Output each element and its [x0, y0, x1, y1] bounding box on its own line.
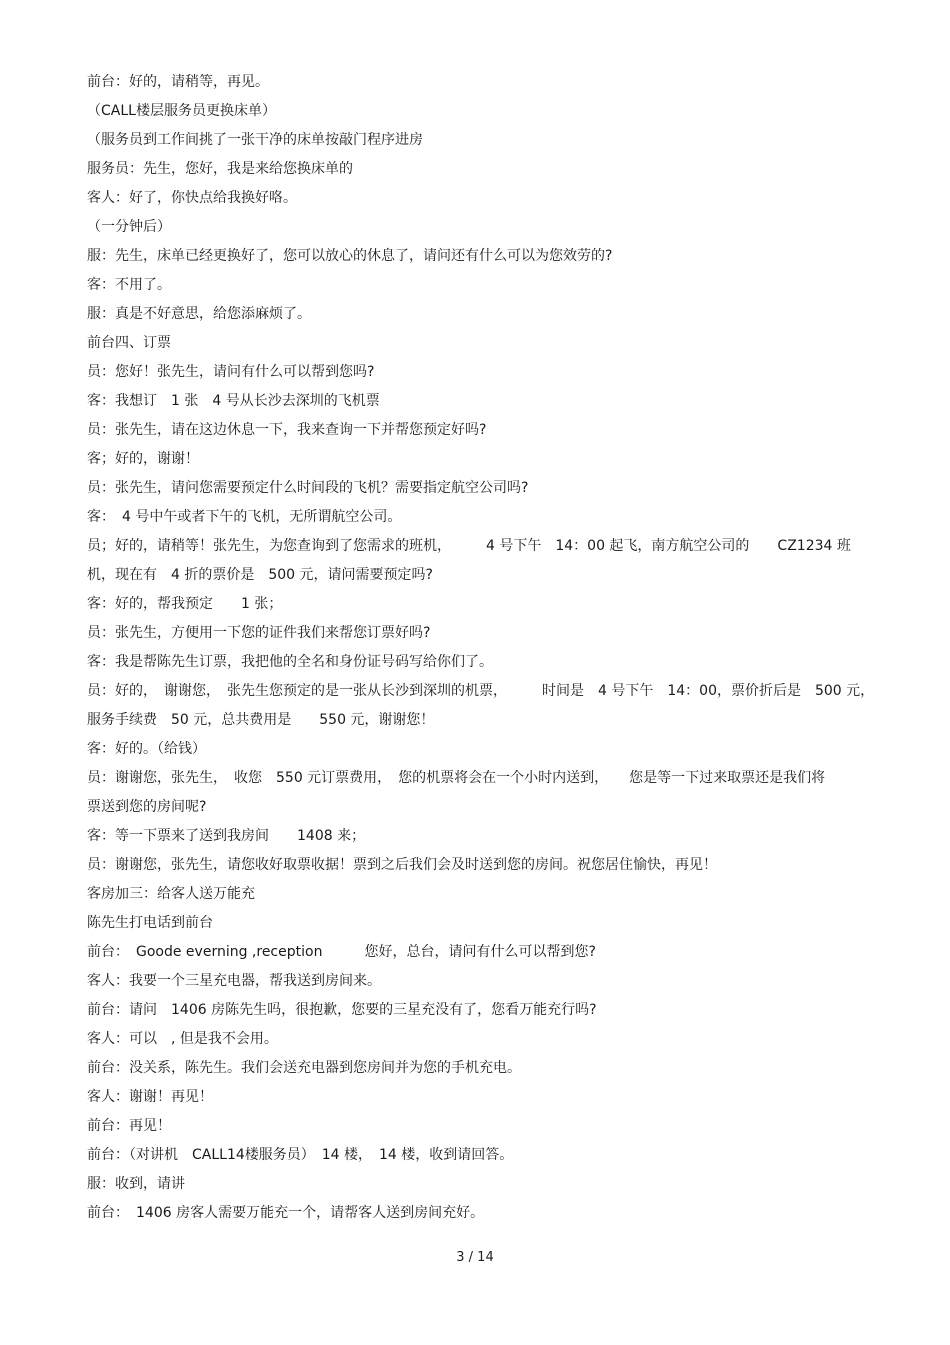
text-line: 员：谢谢您，张先生，请您收好取票收据！票到之后我们会及时送到您的房间。祝您居住愉快，再见！ [87, 857, 717, 873]
text-line: （服务员到工作间挑了一张干净的床单按敲门程序进房 [87, 132, 423, 148]
text-line: 员：您好！张先生，请问有什么可以帮到您吗? [87, 364, 375, 380]
text-line: （CALL楼层服务员更换床单） [87, 103, 276, 119]
text-line: 陈先生打电话到前台 [87, 915, 213, 931]
text-line: 客： 4 号中午或者下午的飞机，无所谓航空公司。 [87, 509, 402, 525]
text-line: 客人：我要一个三星充电器，帮我送到房间来。 [87, 973, 381, 989]
text-line: 客人：谢谢！再见！ [87, 1089, 213, 1105]
text-line: 服务员：先生，您好，我是来给您换床单的 [87, 161, 353, 177]
text-line: 客：好的，帮我预定 1 张； [87, 596, 283, 612]
text-line: 客：我想订 1 张 4 号从长沙去深圳的飞机票 [87, 393, 380, 409]
text-line: 客：我是帮陈先生订票，我把他的全名和身份证号码写给你们了。 [87, 654, 493, 670]
text-line: 机，现在有 4 折的票价是 500 元，请问需要预定吗? [87, 567, 433, 583]
text-line: 前台：没关系，陈先生。我们会送充电器到您房间并为您的手机充电。 [87, 1060, 521, 1076]
text-line: 员：张先生，请在这边休息一下，我来查询一下并帮您预定好吗? [87, 422, 487, 438]
text-line: 前台： 1406 房客人需要万能充一个，请帮客人送到房间充好。 [87, 1205, 485, 1221]
text-line: 客：不用了。 [87, 277, 171, 293]
text-line: 前台： Goode everning ,reception 您好，总台，请问有什么可以帮到您? [87, 944, 596, 960]
text-line: 前台：再见！ [87, 1118, 171, 1134]
dialogue-text [87, 68, 897, 1228]
text-line: 前台四、订票 [87, 335, 171, 351]
text-line: 员：张先生，请问您需要预定什么时间段的飞机？需要指定航空公司吗? [87, 480, 529, 496]
text-line: （一分钟后） [87, 219, 171, 235]
text-line: 客人：好了，你快点给我换好咯。 [87, 190, 297, 206]
text-line: 客：好的。（给钱） [87, 741, 206, 757]
text-line: 客；好的，谢谢！ [87, 451, 199, 467]
text-line: 客人：可以 , 但是我不会用。 [87, 1031, 278, 1047]
text-line: 员；好的，请稍等！张先生，为您查询到了您需求的班机， 4 号下午 14：00 起飞，南方航空公司的 CZ1234 班 [87, 538, 851, 554]
text-line: 员：谢谢您，张先生， 收您 550 元订票费用， 您的机票将会在一个小时内送到， 您是等一下过来取票还是我们将 [87, 770, 826, 786]
text-line: 前台：（对讲机 CALL14楼服务员） 14 楼， 14 楼，收到请回答。 [87, 1147, 514, 1163]
text-line: 客房加三：给客人送万能充 [87, 886, 255, 902]
text-line: 票送到您的房间呢? [87, 799, 207, 815]
text-line: 服：先生，床单已经更换好了，您可以放心的休息了，请问还有什么可以为您效劳的? [87, 248, 613, 264]
text-line: 员：好的， 谢谢您， 张先生您预定的是一张从长沙到深圳的机票， 时间是 4 号下午 14：00，票价折后是 500 元， [87, 683, 875, 699]
text-line: 服：收到，请讲 [87, 1176, 185, 1192]
text-line: 服：真是不好意思，给您添麻烦了。 [87, 306, 311, 322]
text-line: 客：等一下票来了送到我房间 1408 来； [87, 828, 366, 844]
text-line: 前台：请问 1406 房陈先生吗，很抱歉，您要的三星充没有了，您看万能充行吗? [87, 1002, 597, 1018]
text-line: 前台：好的，请稍等，再见。 [87, 74, 269, 90]
text-line: 服务手续费 50 元，总共费用是 550 元，谢谢您！ [87, 712, 435, 728]
page-number: 3 / 14 [456, 1250, 494, 1265]
text-line: 员：张先生，方便用一下您的证件我们来帮您订票好吗? [87, 625, 431, 641]
